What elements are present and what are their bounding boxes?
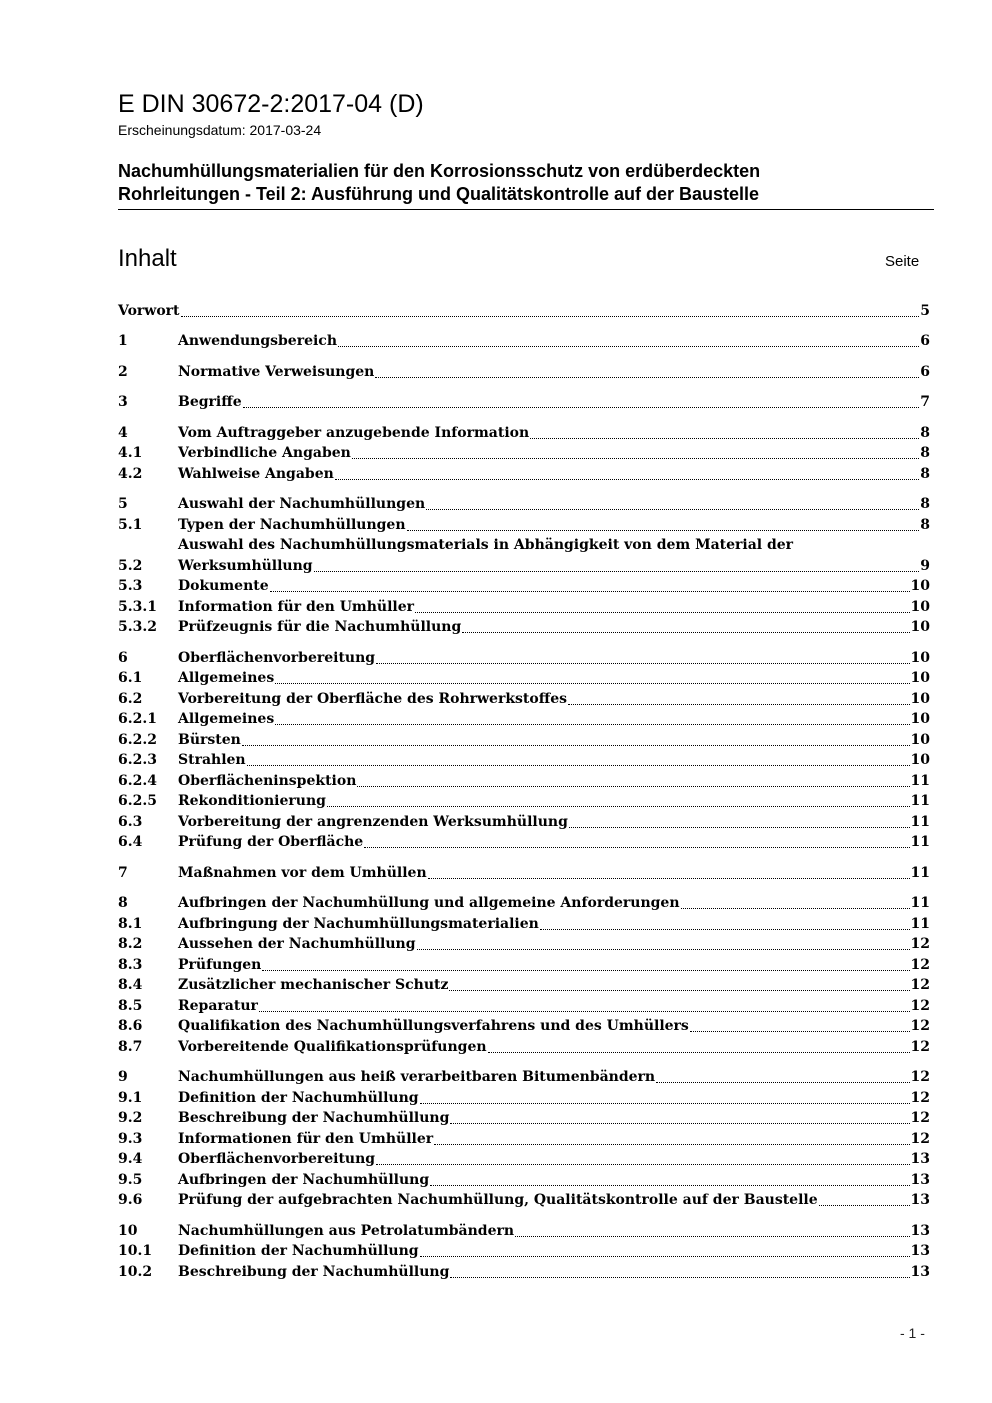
toc-dot-leader (259, 1010, 910, 1012)
toc-dot-leader (275, 682, 909, 684)
toc-dot-leader (243, 406, 920, 408)
toc-entry-number: 2 (118, 364, 128, 380)
toc-entry-number: 8.7 (118, 1039, 143, 1055)
toc-entry[interactable] (118, 730, 930, 751)
toc-entry-page: 10 (910, 619, 930, 635)
toc-entry-body (178, 331, 930, 352)
toc-entry-title: Aussehen der Nachumhüllung (178, 936, 416, 952)
toc-entry-body (178, 464, 930, 485)
toc-dot-leader (430, 1184, 909, 1186)
toc-entry-body (178, 443, 930, 464)
toc-heading: Inhalt (118, 245, 177, 272)
toc-entry-page: 13 (910, 1172, 930, 1188)
toc-entry-title: Verbindliche Angaben (178, 445, 351, 461)
toc-entry-number: 5 (118, 496, 128, 512)
toc-entry[interactable] (118, 576, 930, 597)
toc-dot-leader (270, 590, 910, 592)
toc-entry-title: Anwendungsbereich (178, 333, 337, 349)
toc-entry-number: 9.5 (118, 1172, 143, 1188)
toc-entry-page: 12 (910, 936, 930, 952)
publication-date: Erscheinungsdatum: 2017-03-24 (118, 122, 322, 138)
toc-entry-page: 13 (910, 1151, 930, 1167)
toc-entry-number: 8.2 (118, 936, 143, 952)
toc-dot-leader (262, 969, 909, 971)
toc-entry-body (178, 1037, 930, 1058)
toc-entry-number: 6.2.4 (118, 773, 157, 789)
toc-dot-leader (530, 437, 919, 439)
toc-entry-page: 11 (910, 865, 930, 881)
toc-dot-leader (428, 877, 910, 879)
toc-entry-body (178, 1016, 930, 1037)
toc-entry-title-line-1: Auswahl des Nachumhüllungsmaterials in Abhängigkeit von dem Material der (178, 537, 794, 553)
toc-entry[interactable] (118, 709, 930, 730)
toc-dot-leader (364, 846, 909, 848)
toc-entry-page: 12 (910, 977, 930, 993)
toc-entry-number: 5.3.2 (118, 619, 157, 635)
toc-entry[interactable] (118, 1241, 930, 1262)
toc-dot-leader (450, 1276, 909, 1278)
document-title-line-1: Nachumhüllungsmaterialien für den Korrosionsschutz von erdüberdeckten (118, 161, 761, 181)
toc-dot-leader (569, 826, 910, 828)
toc-entry[interactable] (118, 1149, 930, 1170)
toc-dot-leader (426, 508, 919, 510)
toc-entry-page: 10 (910, 752, 930, 768)
toc-entry-page: 9 (920, 558, 930, 574)
toc-entry-body (178, 1170, 930, 1191)
toc-entry-body (178, 1108, 930, 1129)
toc-entry-title: Vorwort (118, 303, 180, 319)
toc-entry-body (178, 1129, 930, 1150)
toc-dot-leader (568, 703, 910, 705)
toc-entry-body (178, 791, 930, 812)
toc-entry[interactable] (118, 863, 930, 884)
toc-entry-title: Reparatur (178, 998, 258, 1014)
toc-entry-number: 9.4 (118, 1151, 143, 1167)
toc-entry-body (178, 730, 930, 751)
toc-entry-page: 6 (920, 333, 930, 349)
toc-entry-body (178, 750, 930, 771)
toc-entry[interactable] (118, 494, 930, 515)
toc-entry-title: Beschreibung der Nachumhüllung (178, 1110, 450, 1126)
toc-entry-title: Maßnahmen vor dem Umhüllen (178, 865, 427, 881)
toc-entry-title: Auswahl der Nachumhüllungen (178, 496, 426, 512)
toc-entry-title: Vorbereitung der angrenzenden Werksumhüllung (178, 814, 568, 830)
toc-entry[interactable] (118, 1037, 930, 1058)
toc-dot-leader (656, 1081, 909, 1083)
toc-entry-body (178, 617, 930, 638)
toc-entry[interactable] (118, 1108, 930, 1129)
toc-entry-page: 12 (910, 1069, 930, 1085)
toc-entry-page: 12 (910, 1090, 930, 1106)
toc-entry-page: 11 (910, 814, 930, 830)
toc-entry-number: 8.5 (118, 998, 143, 1014)
toc-entry-body (178, 362, 930, 383)
toc-entry[interactable] (118, 914, 930, 935)
toc-entry-page: 8 (920, 445, 930, 461)
toc-entry-body (178, 648, 930, 669)
toc-entry[interactable] (118, 689, 930, 710)
toc-entry-title: Rekonditionierung (178, 793, 326, 809)
toc-entry-page: 10 (910, 670, 930, 686)
toc-entry-body (178, 771, 930, 792)
toc-entry-title: Vom Auftraggeber anzugebende Information (178, 425, 530, 441)
toc-entry-title: Begriffe (178, 394, 242, 410)
toc-page-column-label: Seite (885, 253, 920, 270)
toc-entry-number: 6 (118, 650, 128, 666)
toc-entry-body (178, 423, 930, 444)
toc-entry-page: 8 (920, 425, 930, 441)
toc-entry-title: Allgemeines (178, 711, 275, 727)
toc-entry-number: 6.1 (118, 670, 143, 686)
toc-entry[interactable] (118, 668, 930, 689)
toc-entry-body (178, 1149, 930, 1170)
toc-entry-number: 8.6 (118, 1018, 143, 1034)
toc-entry-number: 6.3 (118, 814, 143, 830)
toc-entry-body (178, 975, 930, 996)
toc-entry-number: 6.2.3 (118, 752, 157, 768)
toc-entry-number: 8 (118, 895, 128, 911)
toc-entry[interactable] (118, 515, 930, 536)
toc-entry[interactable] (118, 1170, 930, 1191)
toc-entry-page: 13 (910, 1264, 930, 1280)
toc-entry[interactable] (118, 771, 930, 792)
toc-entry-title: Aufbringen der Nachumhüllung (178, 1172, 430, 1188)
toc-entry-title: Prüfzeugnis für die Nachumhüllung (178, 619, 462, 635)
toc-entry[interactable] (118, 301, 930, 322)
toc-entry-body (178, 1067, 930, 1088)
toc-entry-body (178, 392, 930, 413)
toc-entry-page: 11 (910, 773, 930, 789)
toc-entry-page: 10 (910, 599, 930, 615)
toc-entry-number: 10.2 (118, 1264, 153, 1280)
toc-entry[interactable] (118, 1221, 930, 1242)
toc-entry[interactable] (118, 423, 930, 444)
toc-entry-title: Vorbereitende Qualifikationsprüfungen (178, 1039, 487, 1055)
toc-entry-title: Qualifikation des Nachumhüllungsverfahrens und des Umhüllers (178, 1018, 689, 1034)
toc-entry-body (118, 301, 930, 322)
toc-entry-number: 8.1 (118, 916, 143, 932)
toc-entry-number: 5.3 (118, 578, 143, 594)
toc-dot-leader (449, 989, 909, 991)
toc-dot-leader (462, 631, 909, 633)
toc-dot-leader (375, 376, 919, 378)
toc-entry-body (178, 812, 930, 833)
toc-entry[interactable] (118, 1129, 930, 1150)
toc-entry-page: 10 (910, 732, 930, 748)
toc-entry-number: 9.3 (118, 1131, 143, 1147)
toc-dot-leader (327, 805, 910, 807)
toc-entry-title: Typen der Nachumhüllungen (178, 517, 406, 533)
toc-entry-page: 12 (910, 957, 930, 973)
toc-entry-body (178, 1088, 930, 1109)
toc-entry[interactable] (118, 975, 930, 996)
toc-entry-number: 6.4 (118, 834, 143, 850)
toc-entry-body (178, 934, 930, 955)
toc-dot-leader (338, 345, 919, 347)
toc-dot-leader (417, 948, 910, 950)
toc-entry-body (178, 576, 930, 597)
toc-dot-leader (819, 1204, 910, 1206)
toc-entry-number: 9 (118, 1069, 128, 1085)
toc-dot-leader (434, 1143, 909, 1145)
toc-entry-title: Definition der Nachumhüllung (178, 1090, 419, 1106)
toc-entry-page: 10 (910, 578, 930, 594)
toc-entry-title: Dokumente (178, 578, 269, 594)
toc-entry-body (178, 914, 930, 935)
toc-entry-page: 13 (910, 1243, 930, 1259)
toc-dot-leader (181, 315, 920, 317)
toc-entry-page: 8 (920, 466, 930, 482)
toc-dot-leader (515, 1235, 909, 1237)
toc-entry-title: Aufbringen der Nachumhüllung und allgemeine Anforderungen (178, 895, 680, 911)
toc-entry-number: 9.6 (118, 1192, 143, 1208)
toc-entry-number: 4.2 (118, 466, 143, 482)
toc-entry-number: 6.2.2 (118, 732, 157, 748)
toc-entry-body (178, 863, 930, 884)
toc-entry-page: 11 (910, 793, 930, 809)
toc-entry-page: 11 (910, 895, 930, 911)
toc-entry[interactable] (118, 1016, 930, 1037)
toc-dot-leader (450, 1122, 909, 1124)
toc-dot-leader (681, 907, 910, 909)
toc-entry-number: 5.2 (118, 558, 143, 574)
toc-entry-number: 1 (118, 333, 128, 349)
toc-entry[interactable] (118, 1262, 930, 1283)
toc-dot-leader (407, 529, 920, 531)
toc-entry-page: 10 (910, 711, 930, 727)
toc-dot-leader (376, 662, 909, 664)
toc-entry-page: 10 (910, 691, 930, 707)
toc-entry-body (178, 1221, 930, 1242)
toc-entry-number: 8.3 (118, 957, 143, 973)
toc-entry-title: Prüfungen (178, 957, 262, 973)
toc-entry-body (178, 1190, 930, 1211)
toc-dot-leader (242, 744, 910, 746)
toc-entry-number: 6.2 (118, 691, 143, 707)
toc-entry[interactable] (118, 443, 930, 464)
toc-dot-leader (488, 1051, 910, 1053)
toc-entry-number: 8.4 (118, 977, 143, 993)
document-id: E DIN 30672-2:2017-04 (D) (118, 90, 424, 118)
toc-entry[interactable] (118, 1190, 930, 1211)
toc-entry-title: Beschreibung der Nachumhüllung (178, 1264, 450, 1280)
toc-dot-leader (314, 570, 920, 572)
toc-entry[interactable] (118, 955, 930, 976)
toc-entry-page: 8 (920, 517, 930, 533)
toc-entry-body (178, 494, 930, 515)
toc-entry-title: Werksumhüllung (178, 558, 313, 574)
toc-entry-title: Zusätzlicher mechanischer Schutz (178, 977, 449, 993)
toc-entry[interactable] (118, 812, 930, 833)
toc-dot-leader (376, 1163, 909, 1165)
toc-entry-title: Allgemeines (178, 670, 275, 686)
toc-entry-title: Definition der Nachumhüllung (178, 1243, 419, 1259)
toc-entry-page: 13 (910, 1223, 930, 1239)
toc-entry[interactable] (118, 464, 930, 485)
toc-entry-number: 5.3.1 (118, 599, 157, 615)
toc-entry-title: Oberflächenvorbereitung (178, 650, 376, 666)
toc-dot-leader (275, 723, 909, 725)
toc-entry[interactable] (118, 362, 930, 383)
toc-entry-body (178, 1262, 930, 1283)
toc-entry-number: 9.2 (118, 1110, 143, 1126)
toc-entry-page: 6 (920, 364, 930, 380)
toc-entry-title: Vorbereitung der Oberfläche des Rohrwerkstoffes (178, 691, 568, 707)
toc-entry-title: Normative Verweisungen (178, 364, 375, 380)
toc-dot-leader (420, 1255, 910, 1257)
toc-entry-number: 6.2.5 (118, 793, 157, 809)
toc-entry-body (178, 955, 930, 976)
page-number: - 1 - (900, 1325, 925, 1341)
toc-entry-title: Nachumhüllungen aus Petrolatumbändern (178, 1223, 515, 1239)
toc-dot-leader (415, 611, 909, 613)
toc-dot-leader (357, 785, 909, 787)
toc-entry-page: 12 (910, 1018, 930, 1034)
toc-entry-body (178, 515, 930, 536)
toc-entry-page: 12 (910, 1039, 930, 1055)
toc-entry-page: 12 (910, 1131, 930, 1147)
toc-entry-title: Prüfung der Oberfläche (178, 834, 364, 850)
toc-entry-title: Nachumhüllungen aus heiß verarbeitbaren Bitumenbändern (178, 1069, 656, 1085)
document-title-line-2: Rohrleitungen - Teil 2: Ausführung und Qualitätskontrolle auf der Baustelle (118, 184, 760, 204)
toc-entry[interactable] (118, 392, 930, 413)
toc-entry-body (178, 668, 930, 689)
toc-entry[interactable] (118, 832, 930, 853)
toc-dot-leader (540, 928, 910, 930)
toc-entry-title: Strahlen (178, 752, 246, 768)
toc-entry-body (178, 996, 930, 1017)
toc-entry[interactable] (118, 1067, 930, 1088)
toc-entry-number: 6.2.1 (118, 711, 157, 727)
toc-dot-leader (352, 457, 919, 459)
toc-dot-leader (335, 478, 919, 480)
toc-entry-title: Aufbringung der Nachumhüllungsmaterialien (178, 916, 539, 932)
toc-entry-title: Information für den Umhüller (178, 599, 415, 615)
toc-entry-title: Bürsten (178, 732, 241, 748)
toc-entry[interactable] (118, 331, 930, 352)
toc-entry[interactable] (118, 617, 930, 638)
toc-entry-body (178, 689, 930, 710)
toc-entry-title: Oberflächeninspektion (178, 773, 357, 789)
toc-entry-title: Oberflächenvorbereitung (178, 1151, 376, 1167)
toc-entry-number: 3 (118, 394, 128, 410)
toc-entry[interactable] (118, 791, 930, 812)
toc-entry-title: Prüfung der aufgebrachten Nachumhüllung, Qualitätskontrolle auf der Baustelle (178, 1192, 818, 1208)
toc-dot-leader (690, 1030, 910, 1032)
toc-entry-page: 12 (910, 1110, 930, 1126)
toc-entry-number: 4.1 (118, 445, 143, 461)
toc-entry[interactable] (118, 750, 930, 771)
toc-dot-leader (247, 764, 910, 766)
toc-entry-page: 13 (910, 1192, 930, 1208)
toc-entry-number: 10.1 (118, 1243, 153, 1259)
toc-entry-number: 10 (118, 1223, 138, 1239)
toc-entry-body (178, 597, 930, 618)
toc-entry-body (178, 709, 930, 730)
toc-entry[interactable] (118, 893, 930, 914)
toc-entry[interactable] (118, 537, 930, 577)
toc-entry-number: 4 (118, 425, 128, 441)
toc-entry-page: 11 (910, 834, 930, 850)
toc-entry-number: 5.1 (118, 517, 143, 533)
toc-entry-page: 5 (920, 303, 930, 319)
toc-entry-body (178, 893, 930, 914)
toc-entry[interactable] (118, 934, 930, 955)
toc-entry-title: Wahlweise Angaben (178, 466, 334, 482)
toc-entry-number: 7 (118, 865, 128, 881)
toc-entry-body (178, 832, 930, 853)
toc-entry[interactable] (118, 1088, 930, 1109)
toc-entry-page: 11 (910, 916, 930, 932)
toc-entry[interactable] (118, 597, 930, 618)
toc-entry-page: 7 (920, 394, 930, 410)
toc-dot-leader (420, 1102, 910, 1104)
toc-entry[interactable] (118, 996, 930, 1017)
toc-entry-page: 12 (910, 998, 930, 1014)
toc-entry-number: 9.1 (118, 1090, 143, 1106)
toc-entry-title: Informationen für den Umhüller (178, 1131, 434, 1147)
toc-entry[interactable] (118, 648, 930, 669)
document-title (118, 160, 934, 210)
toc-entry-body (178, 1241, 930, 1262)
toc-entry-page: 8 (920, 496, 930, 512)
toc-entry-page: 10 (910, 650, 930, 666)
toc-entry-body (178, 556, 930, 577)
